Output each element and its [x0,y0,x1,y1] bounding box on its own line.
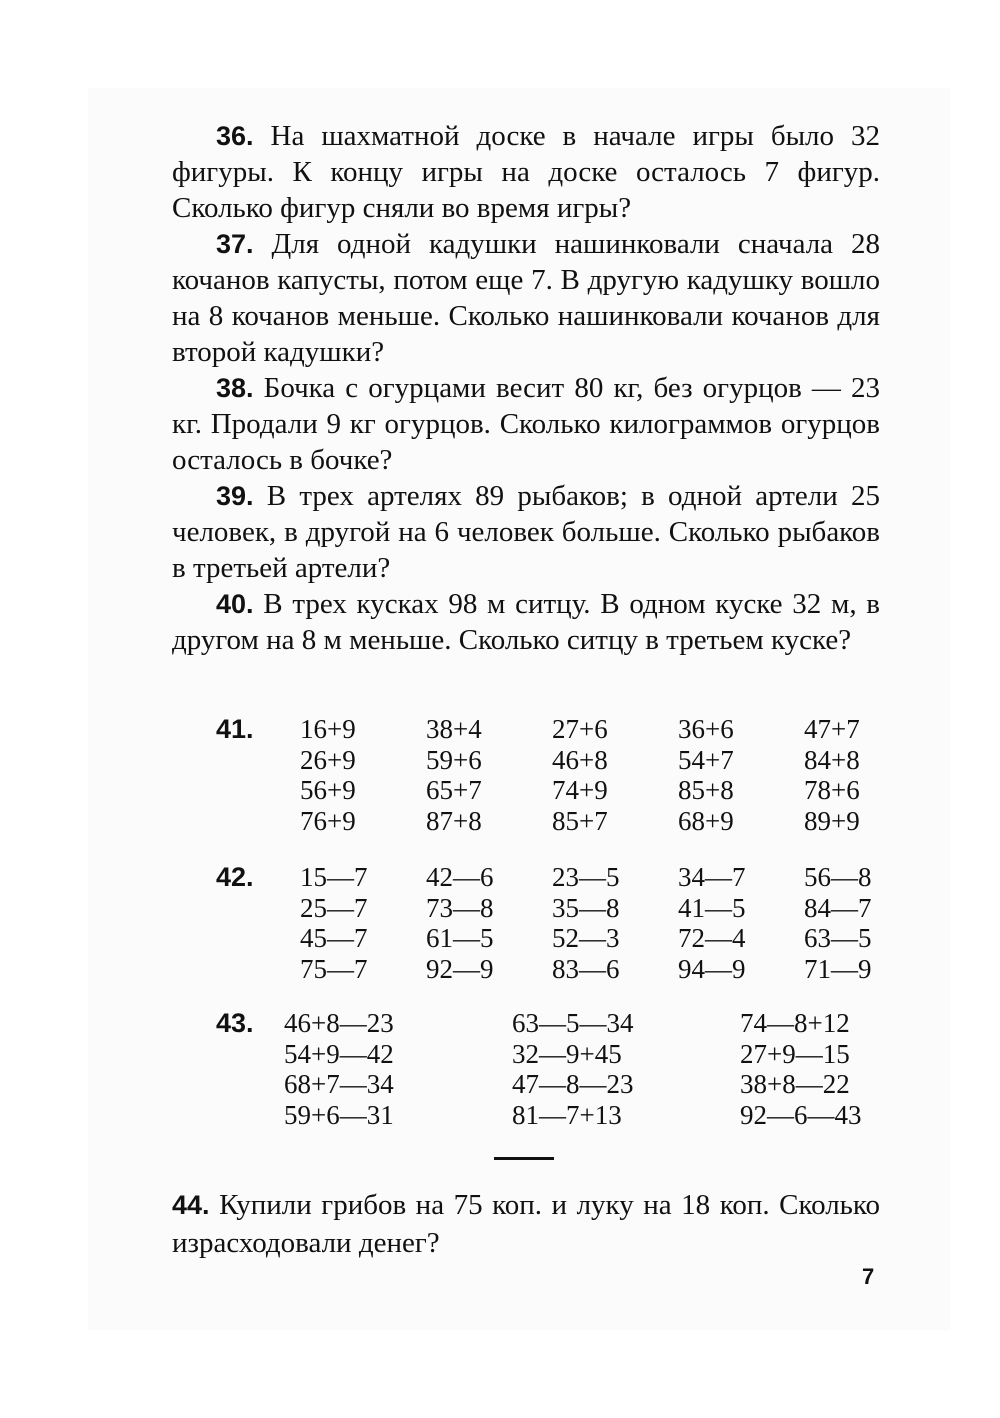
expression: 85+7 [552,805,608,836]
expression: 61—5 [426,923,494,954]
problem-38 [172,370,880,478]
exercise-number: 42. [216,862,254,892]
exercise-column [552,862,620,984]
problem-number: 37. [216,229,254,259]
expression: 72—4 [678,923,746,954]
expression: 47—8—23 [512,1069,634,1100]
problem-40 [172,586,880,658]
exercise-column [678,862,746,984]
expression: 68+7—34 [284,1069,394,1100]
expression: 74—8+12 [740,1008,850,1038]
expression: 54+9—42 [284,1038,394,1069]
problem-number: 44. [172,1190,210,1220]
exercise-column [300,862,368,984]
problem-number: 38. [216,373,254,403]
expression: 94—9 [678,953,746,984]
expression: 75—7 [300,953,368,984]
expression: 76+9 [300,805,356,836]
expression: 84+8 [804,744,860,775]
expression: 34—7 [678,862,746,892]
problem-number: 36. [216,121,254,151]
expression: 68+9 [678,805,734,836]
expression: 16+9 [300,714,356,744]
exercise-column [552,714,608,836]
expression: 56+9 [300,775,356,806]
expression: 15—7 [300,862,368,892]
exercise-column [426,862,494,984]
exercise-number: 41. [216,714,254,744]
exercise-number: 43. [216,1008,254,1038]
expression: 23—5 [552,862,620,892]
expression: 89+9 [804,805,860,836]
expression: 52—3 [552,923,620,954]
expression: 32—9+45 [512,1038,622,1069]
expression: 85+8 [678,775,734,806]
exercise-column [426,714,482,836]
problem-36 [172,118,880,226]
problem-number: 40. [216,589,254,619]
expression: 59+6—31 [284,1099,394,1130]
expression: 36+6 [678,714,734,744]
problem-37 [172,226,880,370]
page-number: 7 [862,1264,875,1289]
exercise-column [678,714,734,836]
expression: 26+9 [300,744,356,775]
expression: 45—7 [300,923,368,954]
problem-number: 39. [216,481,254,511]
problem-text: Для одной кадушки нашинковали сначала 28 кочанов капусты, потом еще 7. В другую кадушку вошло на 8 кочанов меньше. Сколько нашинковали кочанов для второй кадушки? [172,228,880,368]
expression: 54+7 [678,744,734,775]
expression: 46+8 [552,744,608,775]
expression: 71—9 [804,953,872,984]
expression: 42—6 [426,862,494,892]
expression: 59+6 [426,744,482,775]
problem-39 [172,478,880,586]
expression: 38+4 [426,714,482,744]
problem-text: В трех артелях 89 рыбаков; в одной артели 25 человек, в другой на 6 человек больше. Сколько рыбаков в третьей артели? [172,480,881,584]
problem-text: В трех кусках 98 м ситцу. В одном куске 32 м, в другом на 8 м меньше. Сколько ситцу в третьем куске? [172,588,880,656]
expression: 78+6 [804,775,860,806]
problem-44 [172,1186,880,1262]
word-problems [172,118,880,658]
expression: 81—7+13 [512,1099,622,1130]
exercise-column [300,714,356,836]
expression: 92—9 [426,953,494,984]
expression: 47+7 [804,714,860,744]
expression: 25—7 [300,892,368,923]
expression: 83—6 [552,953,620,984]
expression: 27+9—15 [740,1038,850,1069]
expression: 38+8—22 [740,1069,850,1100]
exercise-column [284,1008,394,1130]
expression: 84—7 [804,892,872,923]
expression: 74+9 [552,775,608,806]
expression: 27+6 [552,714,608,744]
problem-text: На шахматной доске в начале игры было 32 фигуры. К концу игры на доске осталось 7 фигур. Сколько фигур сняли во время игры? [172,120,881,224]
problem-text: Бочка с огурцами весит 80 кг, без огурцов — 23 кг. Продали 9 кг огурцов. Сколько килограммов огурцов осталось в бочке? [172,372,881,476]
exercise-column [804,714,860,836]
section-divider [494,1157,554,1160]
problem-text: Купили грибов на 75 коп. и луку на 18 коп. Сколько израсходовали денег? [172,1189,881,1259]
expression: 87+8 [426,805,482,836]
expression: 41—5 [678,892,746,923]
expression: 35—8 [552,892,620,923]
expression: 63—5 [804,923,872,954]
exercise-column [512,1008,634,1130]
expression: 92—6—43 [740,1099,862,1130]
exercise-column [804,862,872,984]
exercise-column [740,1008,862,1130]
expression: 56—8 [804,862,872,892]
expression: 73—8 [426,892,494,923]
expression: 46+8—23 [284,1008,394,1038]
expression: 63—5—34 [512,1008,634,1038]
expression: 65+7 [426,775,482,806]
